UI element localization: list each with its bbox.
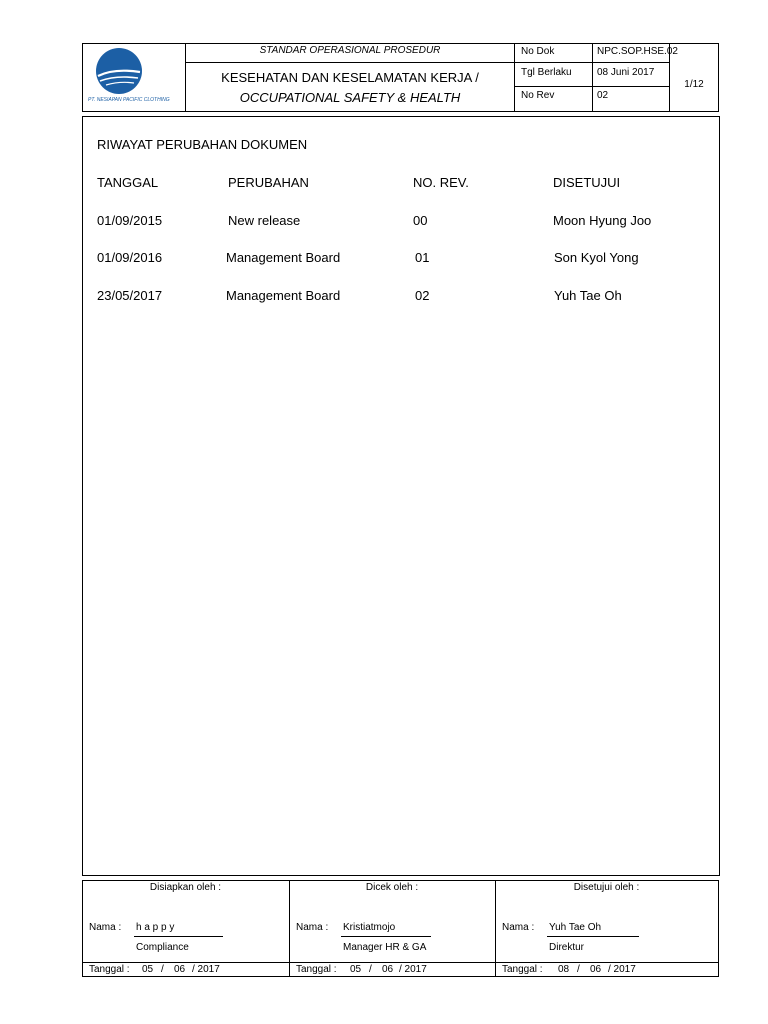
col-disetujui: DISETUJUI (553, 175, 621, 190)
sign-year: / 2017 (399, 964, 427, 975)
block-heading: Disetujui oleh : (573, 882, 640, 893)
col-perubahan: PERUBAHAN (228, 175, 309, 190)
row-change: Management Board (226, 288, 341, 303)
tanggal-label: Tanggal : (502, 964, 543, 975)
signer-name: h a p p y (136, 922, 175, 933)
date-separator: / (577, 964, 580, 975)
no-rev-label: No Rev (521, 90, 555, 101)
row-rev: 00 (413, 213, 428, 228)
no-rev-value: 02 (597, 90, 609, 101)
document-subtitle: OCCUPATIONAL SAFETY & HEALTH (239, 90, 461, 105)
page-number: 1/12 (684, 79, 704, 90)
block-heading: Disiapkan oleh : (149, 882, 222, 893)
row-change: New release (228, 213, 301, 228)
sign-year: / 2017 (608, 964, 636, 975)
sign-month: 06 (382, 964, 394, 975)
signer-name: Kristiatmojo (343, 922, 396, 933)
signer-role: Direktur (549, 942, 585, 953)
date-separator: / (369, 964, 372, 975)
row-rev: 01 (415, 250, 430, 265)
nama-label: Nama : (89, 922, 122, 933)
content-box (82, 116, 720, 876)
tgl-berlaku-value: 08 Juni 2017 (597, 67, 655, 78)
signer-name: Yuh Tae Oh (549, 922, 602, 933)
company-logo (92, 48, 146, 94)
sign-day: 05 (142, 964, 154, 975)
company-name: PT. NESIAPAN PACIFIC CLOTHING (88, 97, 170, 103)
no-dok-value: NPC.SOP.HSE.02 (597, 46, 678, 57)
tgl-berlaku-label: Tgl Berlaku (521, 67, 572, 78)
row-date: 23/05/2017 (97, 288, 163, 303)
date-separator: / (161, 964, 164, 975)
sign-month: 06 (174, 964, 186, 975)
signer-role: Compliance (136, 942, 189, 953)
sign-day: 05 (350, 964, 362, 975)
document-title: KESEHATAN DAN KESELAMATAN KERJA / (221, 70, 479, 85)
tanggal-label: Tanggal : (296, 964, 337, 975)
row-date: 01/09/2015 (97, 213, 163, 228)
col-tanggal: TANGGAL (97, 175, 159, 190)
tanggal-label: Tanggal : (89, 964, 130, 975)
row-rev: 02 (415, 288, 430, 303)
col-no-rev: NO. REV. (413, 175, 469, 190)
history-title: RIWAYAT PERUBAHAN DOKUMEN (97, 137, 308, 152)
row-approver: Son Kyol Yong (554, 250, 639, 265)
row-date: 01/09/2016 (97, 250, 163, 265)
sign-month: 06 (590, 964, 602, 975)
no-dok-label: No Dok (521, 46, 555, 57)
block-heading: Dicek oleh : (365, 882, 419, 893)
sign-day: 08 (558, 964, 570, 975)
nama-label: Nama : (502, 922, 535, 933)
row-approver: Moon Hyung Joo (553, 213, 652, 228)
nama-label: Nama : (296, 922, 329, 933)
row-change: Management Board (226, 250, 341, 265)
signer-role: Manager HR & GA (343, 942, 427, 953)
row-approver: Yuh Tae Oh (554, 288, 622, 303)
sop-label: STANDAR OPERASIONAL PROSEDUR (259, 45, 441, 56)
sign-year: / 2017 (192, 964, 220, 975)
